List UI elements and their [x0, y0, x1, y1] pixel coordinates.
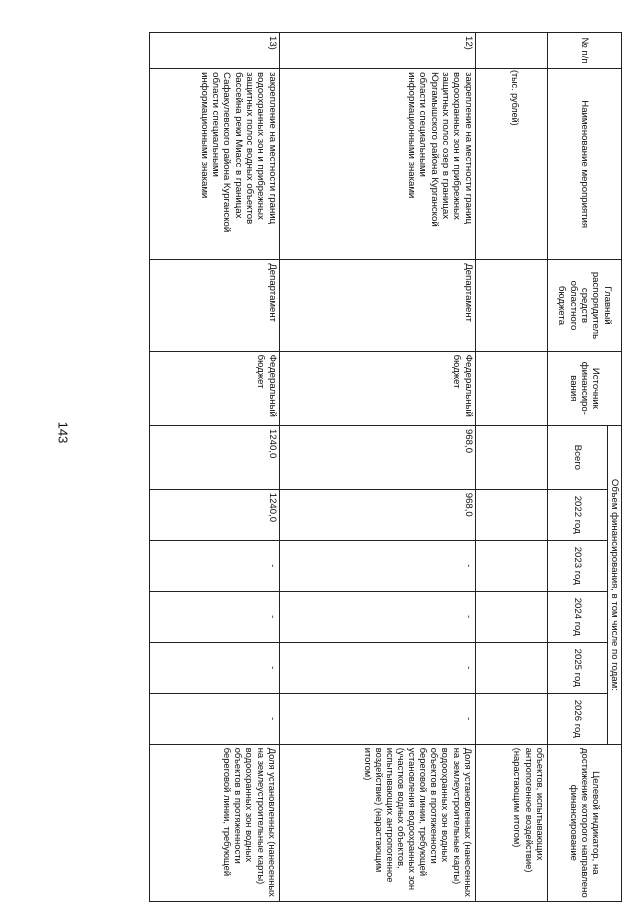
header-year-2022: 2022 год: [547, 489, 607, 540]
row-year-2025: -: [279, 642, 475, 693]
header-indicator: Целевой индикатор, на достижение которого направлено финансирование: [547, 744, 621, 901]
row-year-2026: -: [279, 693, 475, 744]
header-year-2026: 2026 год: [547, 693, 607, 744]
header-source: Источник финансиро-вания: [547, 351, 621, 425]
table-row: [149, 33, 279, 902]
row-name: закрепление на местности границ водоохранных зон и прибрежных защитных полос озер в границах Юргамышского района Курганской области специальными информационными знаками: [279, 69, 475, 260]
row-responsible: Департамент: [149, 260, 279, 351]
header-year-2023: 2023 год: [547, 540, 607, 591]
row-year-2023: -: [279, 540, 475, 591]
row-source: Федеральный бюджет: [149, 351, 279, 425]
row-year-2025: -: [149, 642, 279, 693]
row-year-2023: -: [149, 540, 279, 591]
table-row: [279, 33, 475, 902]
continuation-indicator: объектов, испытывающих антропогенное воздействие) (нарастающим итогом): [475, 744, 547, 901]
row-responsible: Департамент: [279, 260, 475, 351]
row-year-2024: -: [279, 591, 475, 642]
row-year-2022: 1240,0: [149, 489, 279, 540]
rotated-table-wrapper: [92, 32, 622, 902]
units-label: (тыс. рублей): [510, 70, 520, 126]
header-num: № п/п: [547, 33, 621, 69]
row-num: 12): [279, 33, 475, 69]
header-volume: Объем финансирования, в том числе по годам:: [607, 426, 621, 745]
header-name: Наименование мероприятия: [547, 69, 621, 260]
row-name: закрепление на местности границ водоохранных зон и прибрежных защитных полос водных объектов бассейна реки Миасс в границах Сафакулевского района Курганской области специальными информационными знаками: [149, 69, 279, 260]
row-indicator: Доля установленных (нанесенных на землеустроительные карты) водоохранных зон водных объектов в протяженности береговой линии, требующей: [149, 744, 279, 901]
row-year-2022: 968,0: [279, 489, 475, 540]
page-number: 143: [55, 421, 71, 444]
header-responsible: Главный распорядитель средств областного бюджета: [547, 260, 621, 351]
table-row-continuation: [475, 33, 547, 902]
header-year-2024: 2024 год: [547, 591, 607, 642]
row-year-2024: -: [149, 591, 279, 642]
row-total: 968,0: [279, 426, 475, 490]
financing-table: [149, 32, 622, 902]
row-indicator: Доля установленных (нанесенных на землеустроительные карты) водоохранных зон водных объектов в протяженности береговой линии, требующей установления водоохранных зон (участков водных объектов, испытывающих антропогенное воздействие) (нарастающим итогом): [279, 744, 475, 901]
header-total: Всего: [547, 426, 607, 490]
header-year-2025: 2025 год: [547, 642, 607, 693]
row-source: Федеральный бюджет: [279, 351, 475, 425]
row-total: 1240,0: [149, 426, 279, 490]
row-year-2026: -: [149, 693, 279, 744]
row-num: 13): [149, 33, 279, 69]
